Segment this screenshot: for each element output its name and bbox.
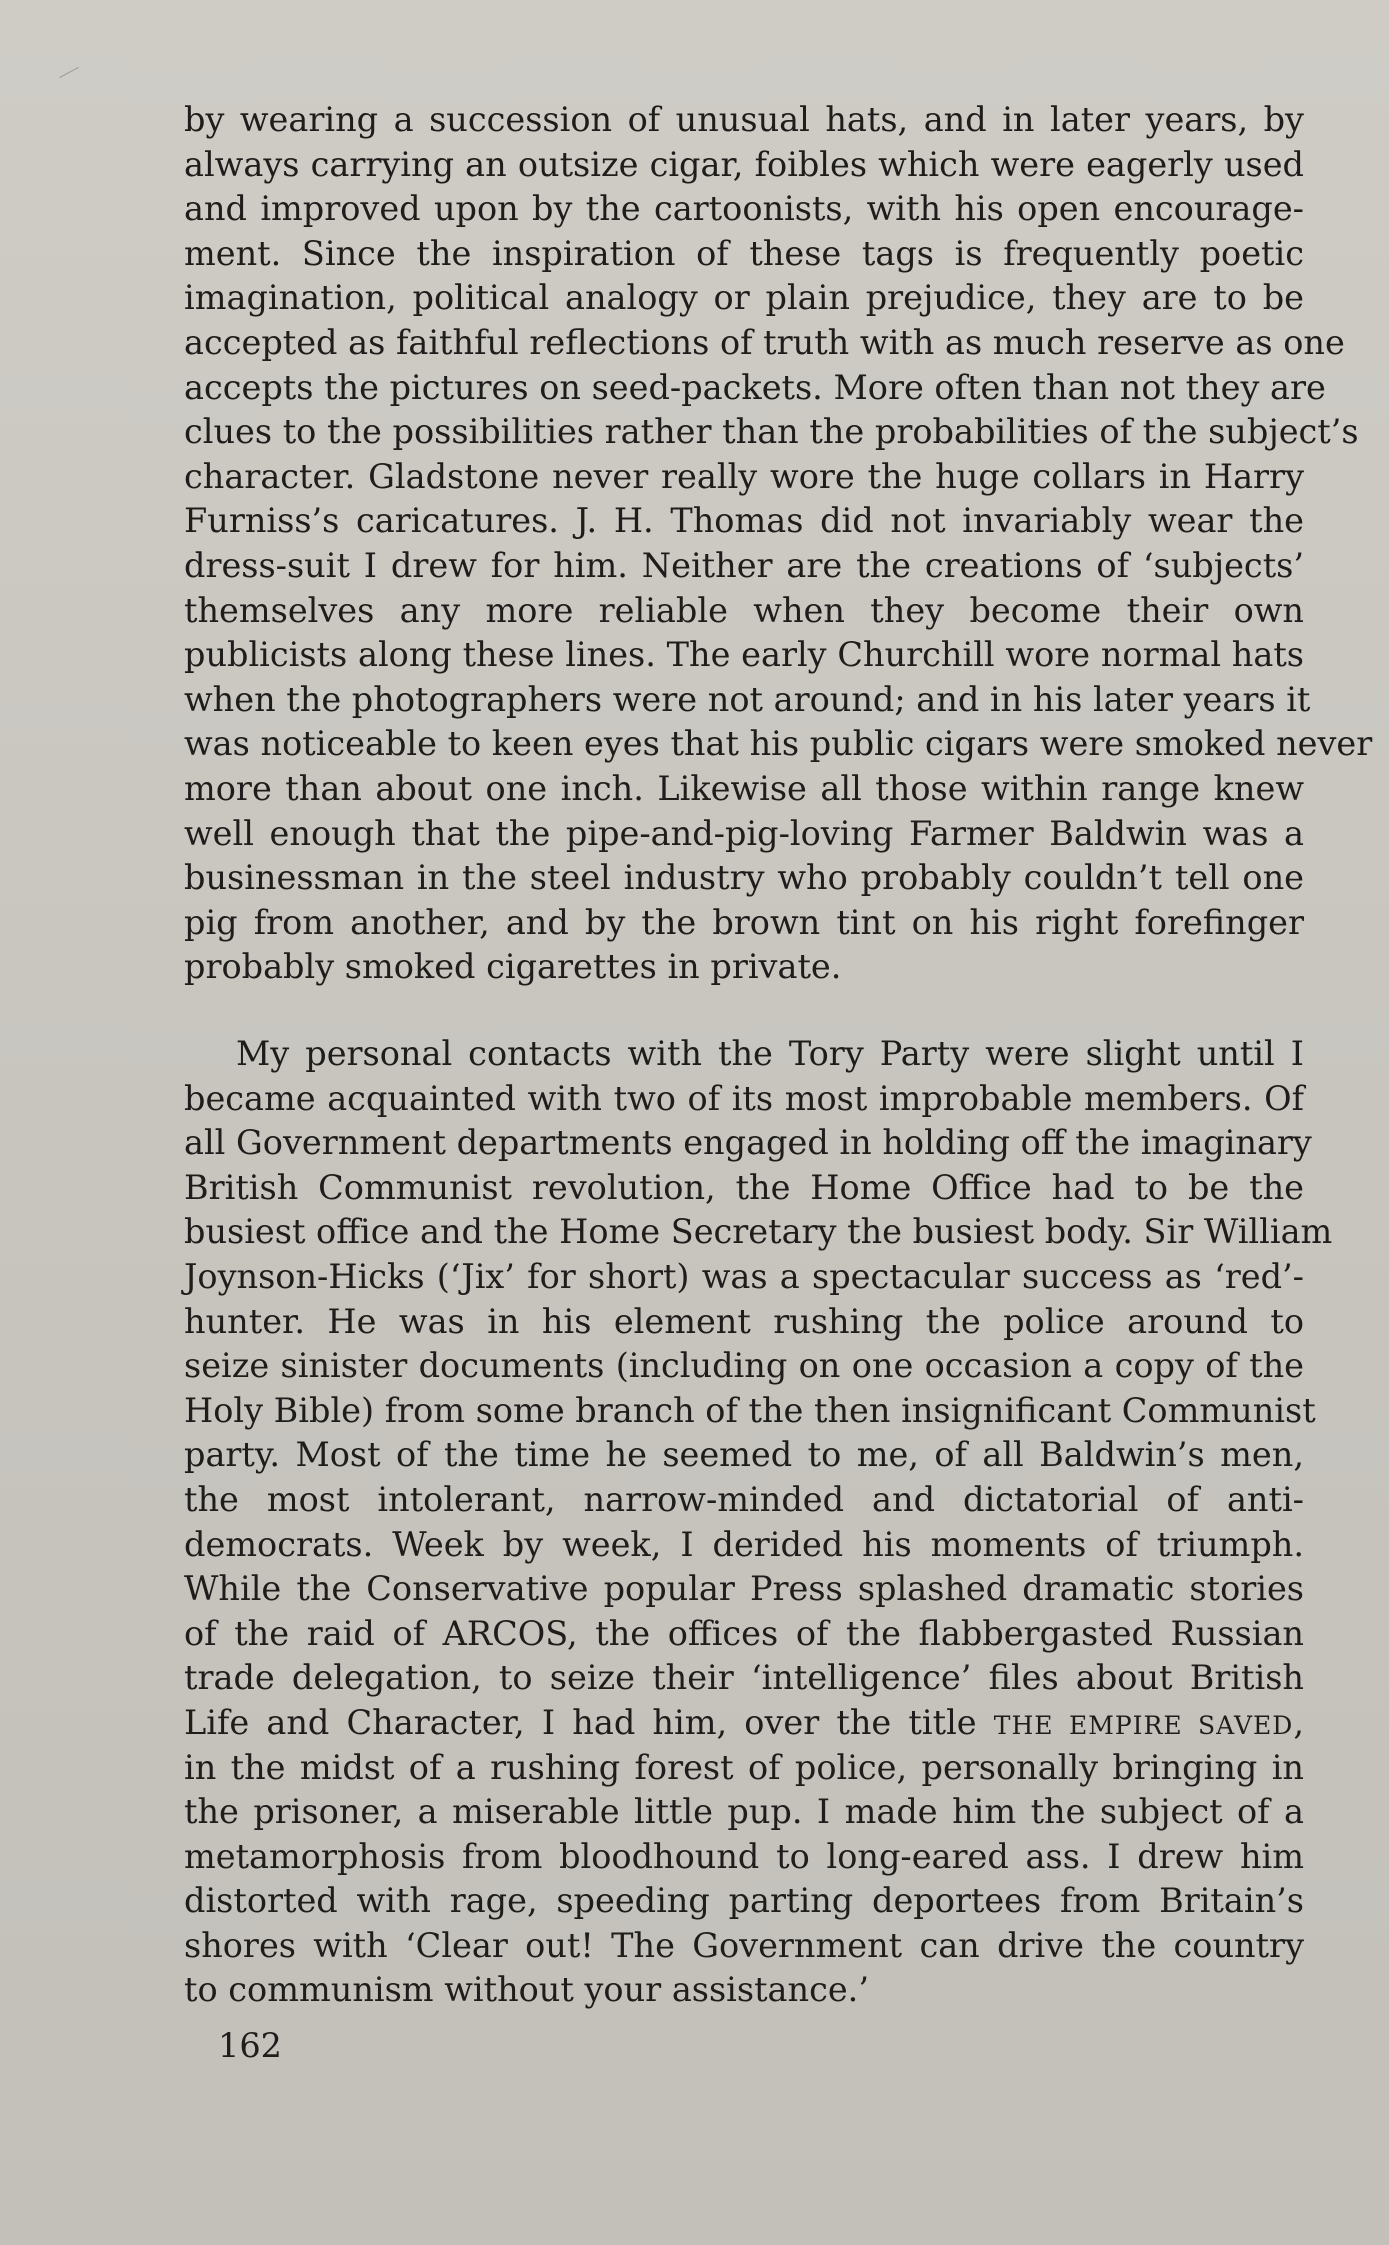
text-line: clues to the possibilities rather than the probabilities of the subject’s xyxy=(184,412,1359,452)
text-line: While the Conservative popular Press splashed dramatic stories xyxy=(184,1569,1304,1609)
page-number: 162 xyxy=(218,2026,282,2065)
text-line: when the photographers were not around; and in his later years it xyxy=(184,679,1311,719)
text-line: British Communist revolution, the Home Office had to be the xyxy=(184,1167,1304,1207)
text-line: publicists along these lines. The early Churchill wore normal hats xyxy=(184,635,1304,675)
text-line: trade delegation, to seize their ‘intelligence’ files about British xyxy=(184,1658,1304,1698)
text-line: well enough that the pipe-and-pig-loving Farmer Baldwin was a xyxy=(184,813,1304,853)
text-line: hunter. He was in his element rushing the police around to xyxy=(184,1301,1304,1341)
text-line: imagination, political analogy or plain prejudice, they are to be xyxy=(184,278,1304,318)
text-line: distorted with rage, speeding parting deportees from Britain’s xyxy=(184,1881,1304,1921)
text-line: pig from another, and by the brown tint on his right forefinger xyxy=(184,902,1304,942)
text-line: the prisoner, a miserable little pup. I made him the subject of a xyxy=(184,1792,1304,1832)
text-line: the most intolerant, narrow-minded and dictatorial of anti- xyxy=(184,1479,1304,1519)
paragraph-2 xyxy=(184,1032,1333,2013)
text-line: party. Most of the time he seemed to me, of all Baldwin’s men, xyxy=(184,1435,1304,1475)
text-line: democrats. Week by week, I derided his moments of triumph. xyxy=(184,1524,1304,1564)
text-line: ment. Since the inspiration of these tags is frequently poetic xyxy=(184,233,1304,273)
text-line: busiest office and the Home Secretary the busiest body. Sir William xyxy=(184,1212,1333,1252)
text-line: shores with ‘Clear out! The Government can drive the country xyxy=(184,1925,1304,1965)
text-line: dress-suit I drew for him. Neither are the creations of ‘subjects’ xyxy=(184,545,1304,585)
text-line: probably smoked cigarettes in private. xyxy=(184,947,842,987)
text-line: character. Gladstone never really wore the huge collars in Harry xyxy=(184,456,1304,496)
text-line: became acquainted with two of its most improbable members. Of xyxy=(184,1078,1304,1118)
text-line: was noticeable to keen eyes that his public cigars were smoked never xyxy=(184,724,1373,764)
margin-mark xyxy=(59,67,79,78)
text-line: themselves any more reliable when they become their own xyxy=(184,590,1304,630)
text-line: Joynson-Hicks (‘Jix’ for short) was a spectacular success as ‘red’- xyxy=(184,1256,1304,1296)
text-line: by wearing a succession of unusual hats, and in later years, by xyxy=(184,100,1304,139)
paragraph-1 xyxy=(184,98,1373,990)
text-line: of the raid of ARCOS, the offices of the flabbergasted Russian xyxy=(184,1613,1304,1653)
text-line: to communism without your assistance.’ xyxy=(184,1970,869,2010)
text-line: seize sinister documents (including on one occasion a copy of the xyxy=(184,1346,1304,1386)
text-line: always carrying an outsize cigar, foibles which were eagerly used xyxy=(184,144,1304,184)
text-line: accepted as faithful reflections of truth with as much reserve as one xyxy=(184,322,1345,362)
text-line: in the midst of a rushing forest of police, personally bringing in xyxy=(184,1747,1304,1787)
text-line: metamorphosis from bloodhound to long-eared ass. I drew him xyxy=(184,1836,1304,1876)
text-line: and improved upon by the cartoonists, with his open encourage- xyxy=(184,189,1304,229)
text-line: My personal contacts with the Tory Party were slight until I xyxy=(236,1034,1304,1073)
text-line: accepts the pictures on seed-packets. More often than not they are xyxy=(184,367,1326,407)
text-line: Holy Bible) from some branch of the then insignificant Communist xyxy=(184,1390,1316,1430)
cartoon-title: THE EMPIRE SAVED xyxy=(993,1710,1294,1740)
text-fragment: Life and Character, I had him, over the title xyxy=(184,1702,977,1742)
text-line: businessman in the steel industry who probably couldn’t tell one xyxy=(184,858,1304,898)
text-line: Furniss’s caricatures. J. H. Thomas did not invariably wear the xyxy=(184,501,1304,541)
text-fragment: , xyxy=(1293,1702,1304,1742)
text-line: all Government departments engaged in holding off the imaginary xyxy=(184,1123,1312,1163)
text-line-with-title xyxy=(184,1701,1304,1746)
text-line: more than about one inch. Likewise all those within range knew xyxy=(184,768,1304,808)
